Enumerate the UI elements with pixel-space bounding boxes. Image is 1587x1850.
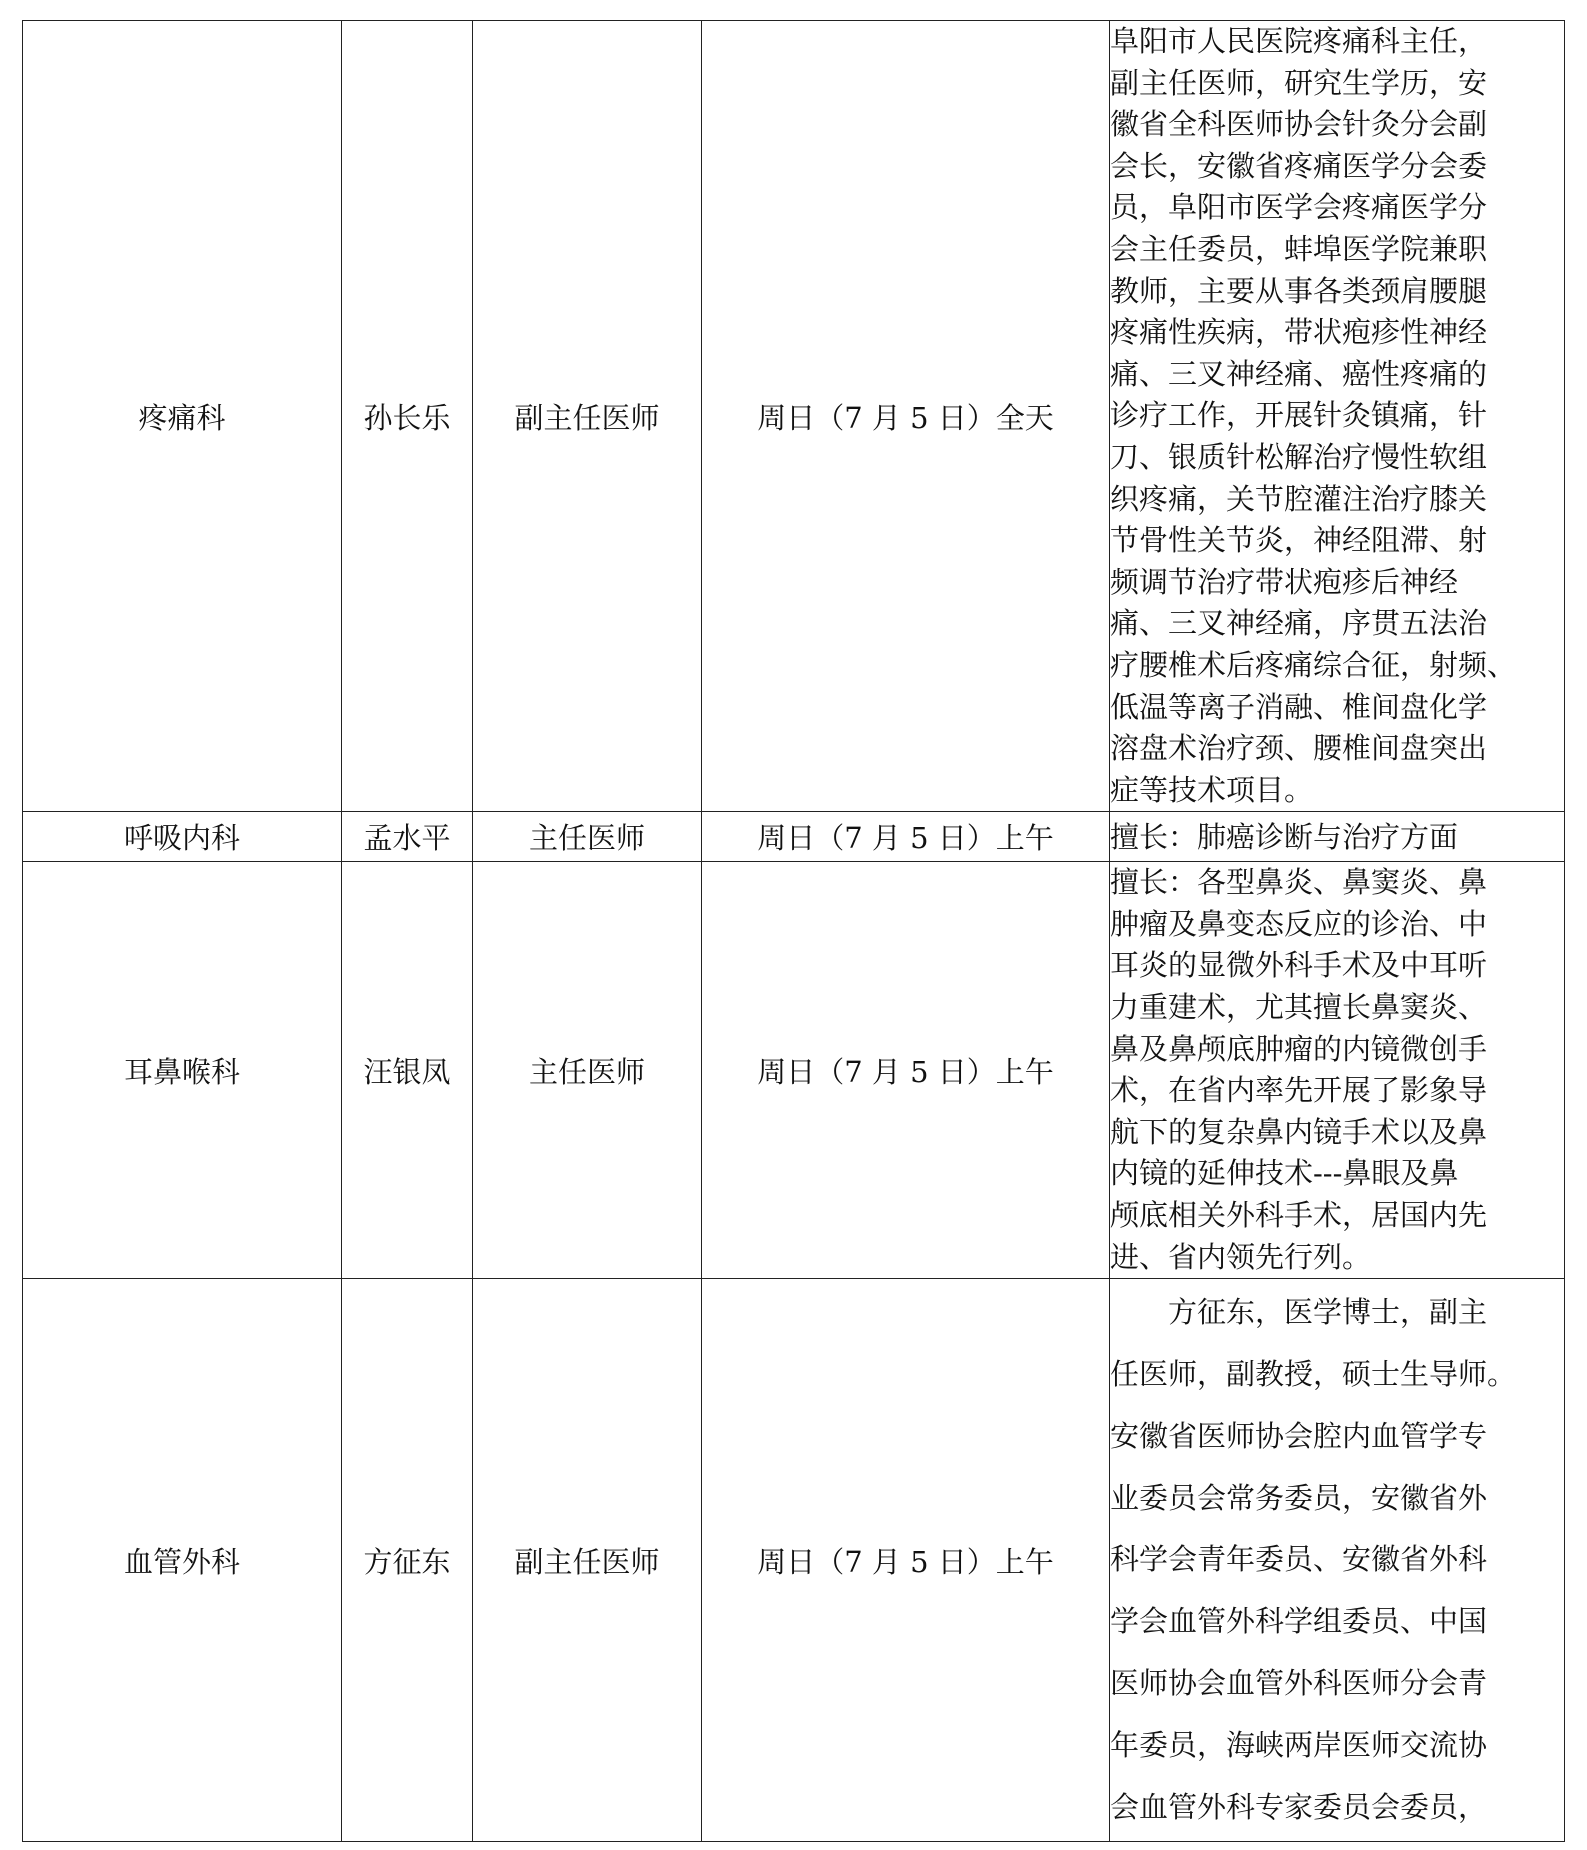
department-cell: 血管外科 (23, 1279, 342, 1842)
doctor-title-cell: 主任医师 (473, 812, 702, 862)
description-cell (1110, 862, 1565, 1279)
schedule-cell: 周日（7 月 5 日）上午 (702, 862, 1110, 1279)
department-cell: 呼吸内科 (23, 812, 342, 862)
table-row (23, 1279, 1565, 1842)
schedule-cell: 周日（7 月 5 日）上午 (702, 812, 1110, 862)
table-row (23, 21, 1565, 812)
description-cell (1110, 21, 1565, 812)
schedule-cell: 周日（7 月 5 日）全天 (702, 21, 1110, 812)
description-text: 擅长：各型鼻炎、鼻窦炎、鼻 肿瘤及鼻变态反应的诊治、中 耳炎的显微外科手术及中耳听 力重建术，尤其擅长鼻窦炎、 鼻及鼻颅底肿瘤的内镜微创手 术，在省内率先开展了影象导 航下的复杂鼻内镜手术以及鼻 内镜的延伸技术---鼻眼及鼻 颅底相关外科手术，居国内先 进、省内领先行列。 (1110, 865, 1488, 1274)
description-text: 方征东，医学博士，副主 任医师，副教授，硕士生导师。 安徽省医师协会腔内血管学专 业委员会常务委员，安徽省外 科学会青年委员、安徽省外科 学会血管外科学组委员、中国 医师协会血管外科医师分会青 年委员，海峡两岸医师交流协 会血管外科专家委员会委员， (1110, 1295, 1517, 1824)
table-row (23, 812, 1565, 862)
doctor-title-cell: 主任医师 (473, 862, 702, 1279)
department-cell: 疼痛科 (23, 21, 342, 812)
doctor-schedule-table (22, 20, 1565, 1842)
doctor-name-cell: 汪银凤 (342, 862, 473, 1279)
table-row (23, 862, 1565, 1279)
doctor-title-cell: 副主任医师 (473, 1279, 702, 1842)
doctor-name-cell: 孙长乐 (342, 21, 473, 812)
description-cell (1110, 1279, 1565, 1842)
department-cell: 耳鼻喉科 (23, 862, 342, 1279)
doctor-title-cell: 副主任医师 (473, 21, 702, 812)
description-cell (1110, 812, 1565, 862)
doctor-name-cell: 孟水平 (342, 812, 473, 862)
schedule-cell: 周日（7 月 5 日）上午 (702, 1279, 1110, 1842)
description-text: 阜阳市人民医院疼痛科主任， 副主任医师，研究生学历，安 徽省全科医师协会针灸分会副 会长，安徽省疼痛医学分会委 员，阜阳市医学会疼痛医学分 会主任委员，蚌埠医学院兼职 教师，主要从事各类颈肩腰腿 疼痛性疾病，带状疱疹性神经 痛、三叉神经痛、癌性疼痛的 诊疗工作，开展针灸镇痛，针 刀、银质针松解治疗慢性软组 织疼痛，关节腔灌注治疗膝关 节骨性关节炎，神经阻滞、射 频调节治疗带状疱疹后神经 痛、三叉神经痛，序贯五法治 疗腰椎术后疼痛综合征，射频、 低温等离子消融、椎间盘化学 溶盘术治疗颈、腰椎间盘突出 症等技术项目。 (1110, 24, 1517, 807)
description-text: 擅长：肺癌诊断与治疗方面 (1110, 819, 1459, 854)
doctor-name-cell: 方征东 (342, 1279, 473, 1842)
